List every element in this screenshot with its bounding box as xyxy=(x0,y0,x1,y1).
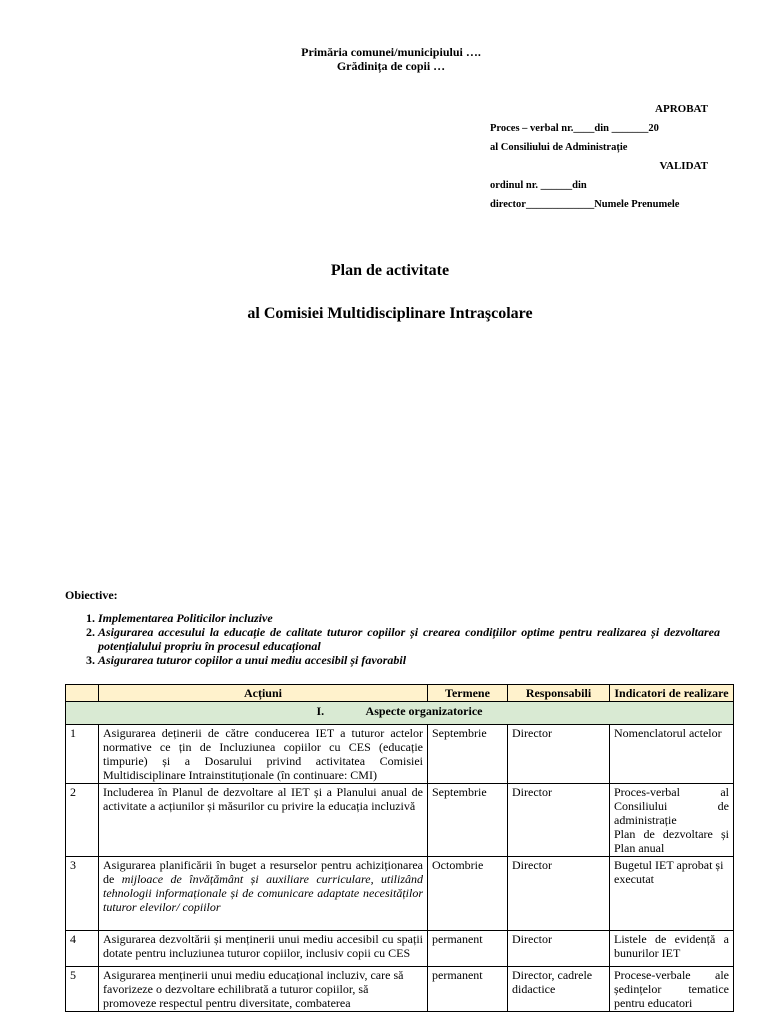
section-label: Aspecte organizatorice xyxy=(365,704,483,718)
table-row xyxy=(66,725,734,784)
table-row xyxy=(66,784,734,857)
row-termen: permanent xyxy=(428,967,508,1012)
section-row xyxy=(66,702,734,725)
header-indicatori: Indicatori de realizare xyxy=(610,685,734,702)
row-termen: Septembrie xyxy=(428,725,508,784)
page-subtitle: al Comisiei Multidisciplinare Intraşcolare xyxy=(247,305,533,322)
objective-text: Implementarea Politicilor incluzive xyxy=(98,611,273,625)
table-header-row xyxy=(66,685,734,702)
objectives-list xyxy=(65,611,720,667)
objective-number: 3. xyxy=(86,653,95,667)
header-responsabili: Responsabili xyxy=(508,685,610,702)
row-responsabil: Director xyxy=(508,784,610,857)
row-responsabil: Director xyxy=(508,725,610,784)
row-indicator-line: Proces-verbal al Consiliului de administrație xyxy=(614,785,729,827)
header-line-primaria: Primăria comunei/municipiului …. xyxy=(301,45,481,59)
institution-header xyxy=(0,45,768,73)
table-row xyxy=(66,857,734,931)
objective-item xyxy=(65,625,720,653)
objective-item xyxy=(65,611,720,625)
row-actiune: Asigurarea menținerii unui mediu educațional incluziv, care să favorizeze o dezvoltare echilibrată a tuturor copiilor, să promoveze respectul pentru diversitate, combaterea xyxy=(99,967,428,1012)
row-responsabil: Director, cadrele didactice xyxy=(508,967,610,1012)
table-row xyxy=(66,931,734,967)
row-indicator: Nomenclatorul actelor xyxy=(610,725,734,784)
aprobat-label: APROBAT xyxy=(655,103,708,115)
proces-verbal-line: Proces – verbal nr.____din _______20 xyxy=(490,123,659,134)
approval-block xyxy=(490,100,708,214)
page-title: Plan de activitate xyxy=(330,262,450,279)
row-actiune: Asigurarea deținerii de către conducerea IET a tuturor actelor normative ce țin de Incluziunea copiilor cu CES (educație timpurie) și a Dosarului privind activitatea Comisiei Multidisciplinare Intrainstituționale (în continuare: CMI) xyxy=(99,725,428,784)
row-termen: permanent xyxy=(428,931,508,967)
objectives-heading: Obiective: xyxy=(65,588,118,602)
row-termen: Septembrie xyxy=(428,784,508,857)
row-termen: Octombrie xyxy=(428,857,508,931)
consiliu-line: al Consiliului de Administrație xyxy=(490,142,628,153)
row-responsabil: Director xyxy=(508,857,610,931)
row-indicator: Listele de evidență a bunurilor IET xyxy=(610,931,734,967)
activity-plan-table xyxy=(65,684,734,1012)
objective-text: Asigurarea tuturor copiilor a unui mediu accesibil și favorabil xyxy=(98,653,407,667)
section-roman: I. xyxy=(316,704,325,718)
header-nr xyxy=(66,685,99,702)
row-number: 5 xyxy=(66,967,99,1012)
row-number: 1 xyxy=(66,725,99,784)
row-number: 4 xyxy=(66,931,99,967)
objective-number: 2. xyxy=(86,625,95,639)
row-actiune-italic: mijloace de învățământ și auxiliare curriculare, utilizând tehnologii informaționale și de comunicare adaptate necesităților tuturor elevilor/ copiilor xyxy=(103,872,423,914)
row-indicator xyxy=(610,784,734,857)
section-title xyxy=(66,702,734,725)
row-actiune-text: Asigurarea planificării în buget a resurselor pentru achiziționarea de xyxy=(103,858,423,886)
ordinul-line: ordinul nr. ______din xyxy=(490,180,587,191)
row-actiune: Includerea în Planul de dezvoltare al IET și a Planului anual de activitate a acțiunilor și măsurilor cu privire la educația incluzivă xyxy=(99,784,428,857)
row-indicator: Bugetul IET aprobat și executat xyxy=(610,857,734,931)
row-indicator: Procese-verbale ale ședințelor tematice pentru educatori xyxy=(610,967,734,1012)
row-actiune: Asigurarea dezvoltării și menținerii unui mediu accesibil cu spații dotate pentru incluziunea tuturor copiilor, inclusiv copii cu CES xyxy=(99,931,428,967)
objective-text: Asigurarea accesului la educație de calitate tuturor copiilor și crearea condițiilor optime pentru realizarea și dezvoltarea potențialului propriu în procesul educațional xyxy=(98,625,720,653)
objective-number: 1. xyxy=(86,611,95,625)
validat-label: VALIDAT xyxy=(659,160,708,172)
row-actiune xyxy=(99,857,428,931)
row-number: 2 xyxy=(66,784,99,857)
header-actiuni: Acțiuni xyxy=(99,685,428,702)
row-indicator-line: Plan de dezvoltare și Plan anual xyxy=(614,827,729,855)
table-row xyxy=(66,967,734,1012)
director-line: director_____________Numele Prenumele xyxy=(490,199,680,210)
objective-item xyxy=(65,653,720,667)
row-number: 3 xyxy=(66,857,99,931)
header-line-gradinita: Grădinița de copii … xyxy=(336,59,446,73)
row-responsabil: Director xyxy=(508,931,610,967)
header-termene: Termene xyxy=(428,685,508,702)
